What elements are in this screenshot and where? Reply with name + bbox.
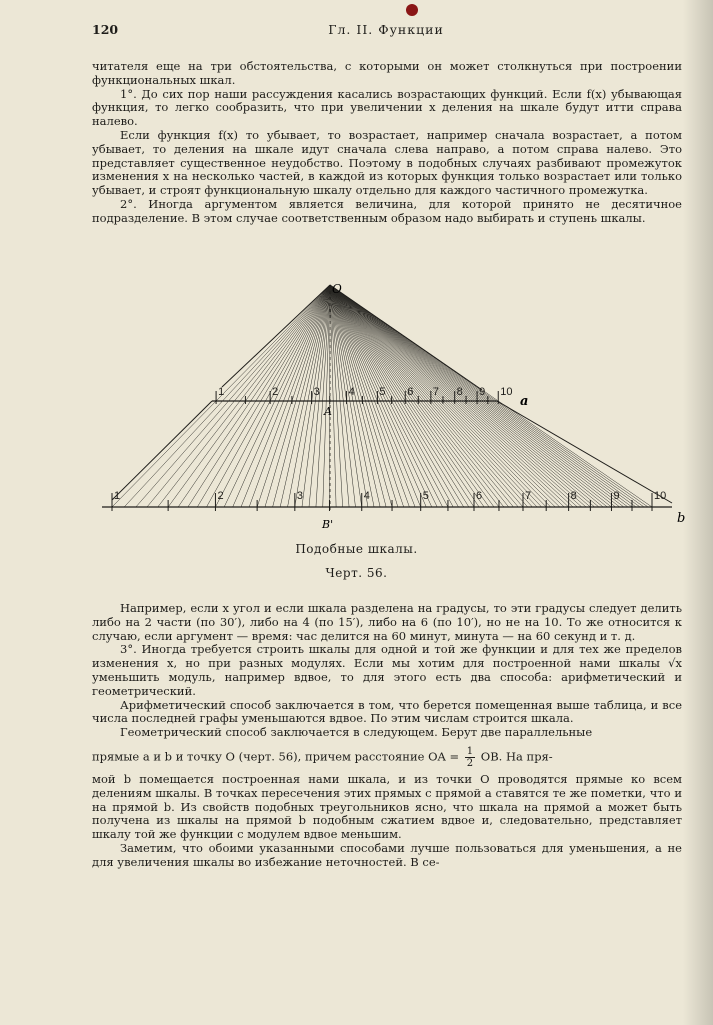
scale-b-label: 9 [613, 490, 620, 502]
figure-caption-title: Подобные шкалы. [295, 542, 418, 556]
projection-line [330, 285, 599, 507]
projection-line [330, 285, 499, 507]
projection-line [136, 285, 330, 507]
line-a-label: a [520, 394, 529, 409]
scale-b-label: 10 [654, 490, 667, 502]
projection-line [330, 285, 611, 507]
projection-line [295, 285, 330, 507]
page-number: 120 [92, 22, 119, 37]
projection-line [330, 285, 569, 507]
page-header [92, 22, 680, 42]
text-block-bottom [92, 602, 682, 870]
scale-b-label: 1 [114, 490, 121, 502]
line-b-label: b [677, 511, 686, 526]
scale-b-label: 6 [475, 490, 483, 502]
projection-line [280, 285, 330, 507]
point-O-label: O [332, 282, 342, 296]
scale-b-label: 5 [422, 490, 429, 502]
paragraph: читателя еще на три обстоятельства, с которыми он может столкнуться при построении функциональных шкал. [92, 59, 682, 87]
text-block-top [92, 60, 682, 226]
projection-line [147, 285, 330, 507]
scale-a-label: 6 [407, 386, 414, 398]
projection-line [330, 285, 620, 507]
scale-b-label: 4 [363, 490, 370, 502]
projection-line [330, 285, 513, 507]
scale-a-label: 5 [379, 386, 386, 398]
fraction [465, 746, 475, 769]
running-head: Гл. II. Функции [328, 22, 444, 37]
figure-caption-number: Черт. 56. [325, 566, 388, 580]
paragraph: 1°. До сих пор наши рассуждения касались возрастающих функций. Если f(x) убывающая функция, то легко сообразить, что при увеличении x деления на шкале будут итти справа налево. [92, 86, 682, 129]
edge-left-lower [112, 401, 212, 500]
projection-line [178, 285, 330, 507]
scale-b-label: 3 [296, 490, 303, 502]
projection-line [330, 285, 523, 507]
paragraph: 3°. Иногда требуется строить шкалы для одной и той же функции и для тех же пределов изменения x, но при разных модулях. Если мы хотим для построенной нами шкалы √x уменьшить модуль, например вдвое, то для этого есть два способа: арифметический и геометрический. [92, 642, 682, 698]
projection-line [330, 285, 551, 507]
edge-left-upper [222, 285, 330, 387]
scale-b-label: 7 [525, 490, 532, 502]
projection-line [330, 285, 343, 507]
similar-scales-diagram [92, 275, 692, 545]
scale-a-label: 9 [479, 386, 486, 398]
paragraph: Если функция f(x) то убывает, то возрастает, например сначала возрастает, а потом убывает, то деления на шкале идут сначала слева направо, а потом справа налево. Это представляет существенное неудобство. Поэтому в подобных случаях разбивают промежуток изменения x на несколько частей, в каждой из которых функция только возрастает или только убывает, и строят функциональную шкалу отдельно для каждого частичного промежутка. [92, 127, 682, 198]
formula-text-after: OB. На пря- [480, 749, 553, 764]
formula-line [92, 746, 682, 769]
projection-line [124, 285, 330, 507]
projection-line [330, 285, 603, 507]
ink-blot [406, 4, 418, 16]
paragraph: мой b помещается построенная нами шкала, и из точки O проводятся прямые ко всем делениям шкалы. В точках пересечения этих прямых с прямой a ставятся те же пометки, что и на прямой b. Из свойств подобных треугольников ясно, что шкала на прямой a может быть получена из шкалы на прямой b подобным сжатием вдвое и, следовательно, представляет шкалу той же функции с модулем вдвое меньшим. [92, 771, 682, 842]
scale-a-label: 10 [500, 386, 513, 398]
projection-line [330, 285, 564, 507]
scale-a-label: 1 [218, 386, 225, 398]
fraction-denominator: 2 [466, 757, 474, 769]
paragraph: Геометрический способ заключается в следующем. Берут две параллельные [120, 725, 593, 740]
projection-line [158, 285, 330, 507]
scale-a-label: 7 [432, 386, 439, 398]
paragraph: Заметим, что обоими указанными способами лучше пользоваться для уменьшения, а не для увеличения шкалы во избежание неточностей. В се- [92, 840, 682, 869]
paragraph: Арифметический способ заключается в том, что берется помещенная выше таблица, и все числа последней графы уменьшаются вдвое. По этим числам строится шкала. [92, 697, 682, 726]
scale-a-label: 2 [272, 386, 279, 398]
scale-b-label: 8 [570, 490, 577, 502]
projection-line [330, 285, 577, 507]
scale-a-label: 3 [313, 386, 320, 398]
scale-a-label: 8 [456, 386, 463, 398]
paragraph: Например, если x угол и если шкала разделена на градусы, то эти градусы следует делить либо на 2 части (по 30′), либо на 4 (по 15′), либо на 6 (по 10′), но не на 10. То же относится к случаю, если аргумент — время: час делится на 60 минут, минута — на 60 секунд и т. д. [92, 601, 682, 643]
point-A-label: A [324, 405, 332, 418]
projection-line [330, 285, 504, 507]
point-B-label: B' [322, 518, 334, 531]
fraction-numerator: 1 [466, 745, 474, 757]
formula-text-before: прямые a и b и точку O (черт. 56), причем расстояние OA = [92, 749, 460, 764]
projection-line [330, 285, 573, 507]
paragraph: 2°. Иногда аргументом является величина, для которой принято не десятичное подразделение. В этом случае соответственным образом надо выбирать и ступень шкалы. [92, 196, 682, 225]
scale-b-label: 2 [217, 490, 224, 502]
scale-a-label: 4 [348, 386, 355, 398]
projection-line [168, 285, 330, 507]
projection-line [330, 285, 607, 507]
